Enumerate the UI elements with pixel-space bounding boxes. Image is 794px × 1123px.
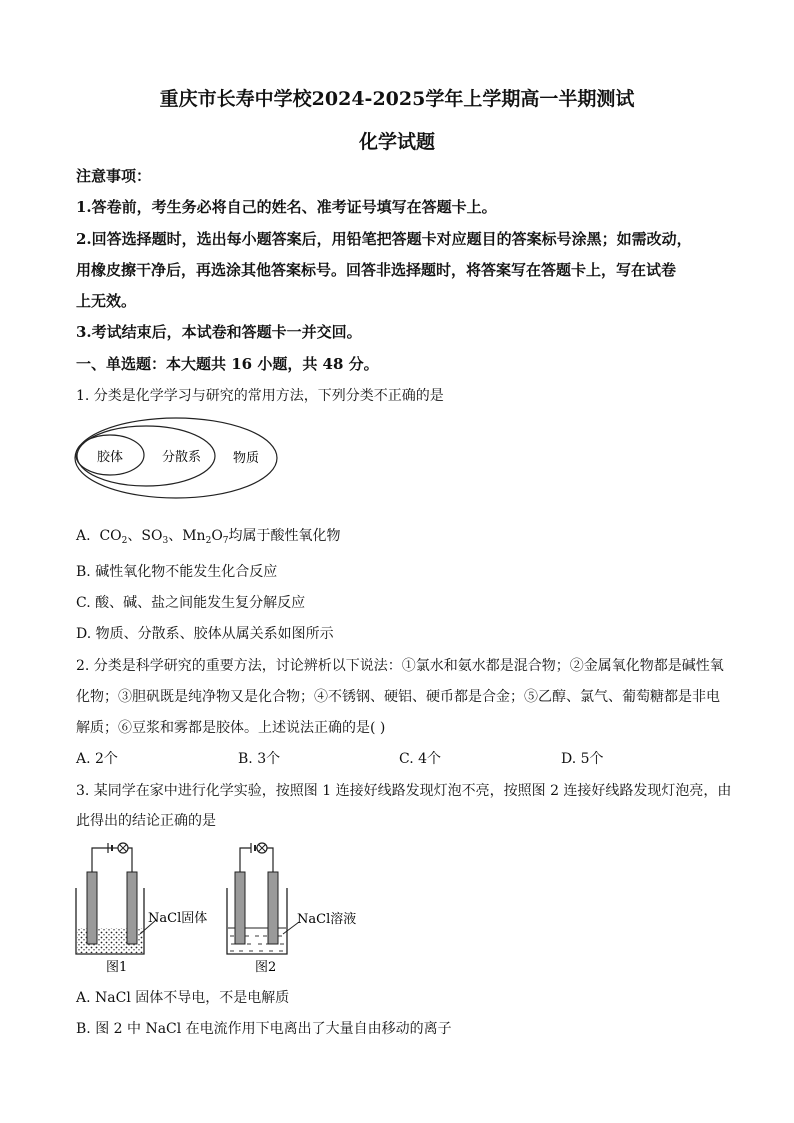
q2-option-a: A. 2个	[76, 751, 118, 767]
q1-venn-diagram	[70, 412, 282, 506]
q1-option-a-prefix: A.	[76, 528, 91, 544]
q1-o-sub: 7	[222, 536, 229, 546]
venn-middle-label: 分散系	[162, 450, 202, 465]
q3-line2: 此得出的结论正确的是	[76, 813, 216, 829]
electrode-right	[127, 872, 137, 944]
q1-so3: 、SO	[127, 528, 163, 544]
electrode-left	[235, 872, 245, 944]
q2-line2: 化物；③胆矾既是纯净物又是化合物；④不锈钢、硬铝、硬币都是合金；⑤乙醇、氯气、葡萄糖都是非电	[76, 689, 720, 705]
wire-right	[267, 848, 273, 872]
q3-option-a: A. NaCl 固体不导电，不是电解质	[76, 990, 290, 1006]
electrode-right	[268, 872, 278, 944]
q2-line3: 解质；⑥豆浆和雾都是胶体。上述说法正确的是( )	[76, 720, 386, 736]
q3-figure-1	[70, 836, 220, 976]
q2-option-d: D. 5个	[561, 751, 604, 767]
q3-figure-2	[225, 836, 395, 976]
wire-left	[240, 848, 251, 872]
q1-option-c: C. 酸、碱、盐之间能发生复分解反应	[76, 595, 306, 611]
fig1-caption: 图1	[106, 960, 128, 975]
q1-o: O	[211, 528, 223, 544]
venn-inner-label: 胶体	[97, 450, 124, 465]
note-item-1: 1.答卷前，考生务必将自己的姓名、准考证号填写在答题卡上。	[76, 198, 497, 216]
note-item-2-line2: 用橡皮擦干净后，再选涂其他答案标号。回答非选择题时，将答案写在答题卡上，写在试卷	[76, 261, 677, 279]
q1-co2-sub: 2	[121, 536, 128, 546]
q1-option-a-tail: 均属于酸性氧化物	[228, 528, 341, 544]
q1-option-d: D. 物质、分散系、胶体从属关系如图所示	[76, 626, 334, 642]
q1-co2: CO	[99, 528, 122, 544]
exam-subtitle: 化学试题	[358, 131, 435, 153]
q1-mn: 、Mn	[168, 528, 206, 544]
fig2-caption: 图2	[255, 960, 277, 975]
q3-option-b: B. 图 2 中 NaCl 在电流作用下电离出了大量自由移动的离子	[76, 1021, 452, 1037]
fig1-label: NaCl固体	[148, 911, 208, 926]
notes-heading: 注意事项：	[76, 167, 152, 185]
section-heading: 一、单选题：本大题共 16 小题，共 48 分。	[76, 355, 379, 373]
exam-title: 重庆市长寿中学校2024-2025学年上学期高一半期测试	[159, 88, 635, 110]
q1-option-b: B. 碱性氧化物不能发生化合反应	[76, 564, 278, 580]
note-item-2-line1: 2.回答选择题时，选出每小题答案后，用铅笔把答题卡对应题目的答案标号涂黑；如需改动，	[76, 230, 692, 248]
wire-left	[92, 848, 108, 872]
q1-option-a	[76, 525, 341, 546]
q3-line1: 3. 某同学在家中进行化学实验，按照图 1 连接好线路发现灯泡不亮，按照图 2 连接好线路发现灯泡亮，由	[76, 783, 732, 799]
q2-option-c: C. 4个	[399, 751, 442, 767]
note-item-3: 3.考试结束后，本试卷和答题卡一并交回。	[76, 323, 362, 341]
venn-outer-label: 物质	[233, 451, 260, 466]
fig2-label: NaCl溶液	[297, 912, 357, 927]
q1-stem: 1. 分类是化学学习与研究的常用方法，下列分类不正确的是	[76, 388, 444, 404]
q2-line1: 2. 分类是科学研究的重要方法，讨论辨析以下说法：①氯水和氨水都是混合物；②金属氧化物都是碱性氧	[76, 658, 724, 674]
electrode-left	[87, 872, 97, 944]
wire-right	[128, 848, 132, 872]
q2-option-b: B. 3个	[238, 751, 281, 767]
q1-mn-sub: 2	[205, 536, 212, 546]
note-item-2-line3: 上无效。	[76, 292, 137, 310]
q1-so3-sub: 3	[162, 536, 169, 546]
